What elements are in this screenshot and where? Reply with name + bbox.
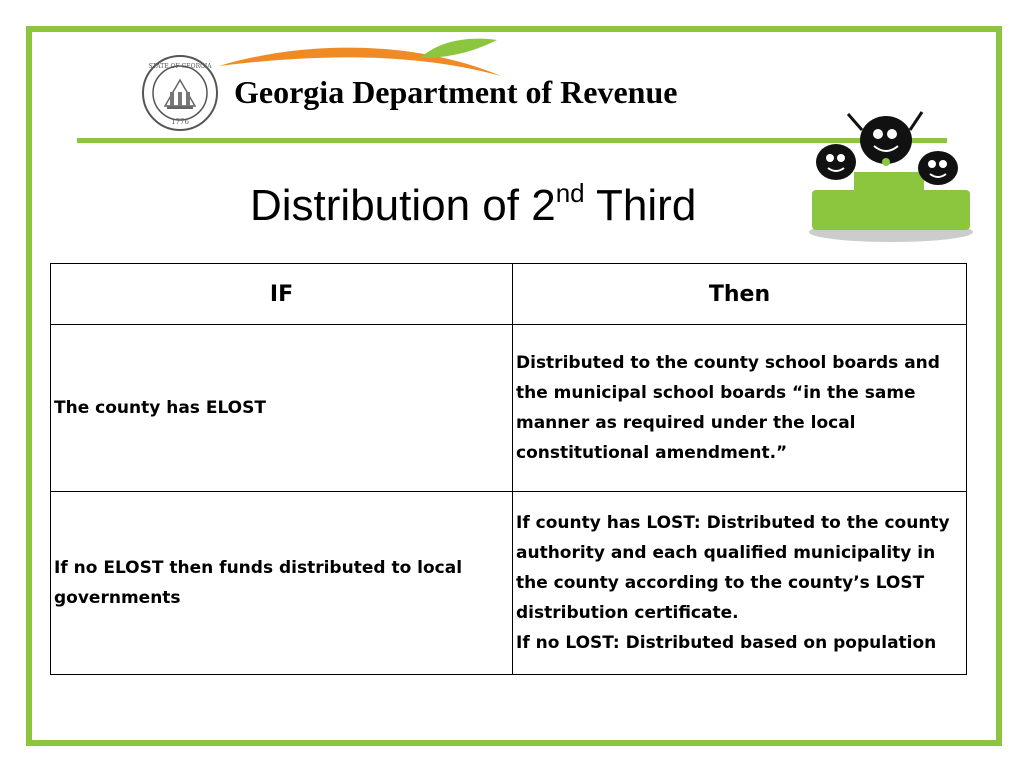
slide-title (250, 178, 696, 234)
georgia-seal-icon (141, 54, 219, 132)
seal-text: STATE OF GEORGIA (148, 63, 212, 70)
table-row (51, 325, 967, 492)
table-row (51, 492, 967, 675)
row-2-then-lost: If county has LOST: Distributed to the county authority and each qualified municipality in the county according to the county’s LOST distribution certificate. (516, 513, 950, 623)
slide-title-prefix: Distribution of 2 (250, 181, 556, 230)
slide-title-superscript: nd (555, 178, 585, 209)
row-2-then-no-lost: If no LOST: Distributed based on population (516, 633, 937, 653)
row-2-if: If no ELOST then funds distributed to local governments (51, 492, 513, 675)
row-1-then: Distributed to the county school boards and the municipal school boards “in the same manner as required under the local constitutional amendment.” (513, 325, 967, 492)
header-then: Then (513, 264, 967, 325)
row-1-if: The county has ELOST (51, 325, 513, 492)
row-2-then (513, 492, 967, 675)
mascots-podium-icon (806, 100, 976, 246)
seal-year: 1776 (171, 118, 189, 126)
distribution-table (50, 263, 967, 675)
header-if: IF (51, 264, 513, 325)
slide-title-suffix: Third (584, 181, 697, 230)
table-header-row (51, 264, 967, 325)
org-title: Georgia Department of Revenue (234, 74, 678, 110)
